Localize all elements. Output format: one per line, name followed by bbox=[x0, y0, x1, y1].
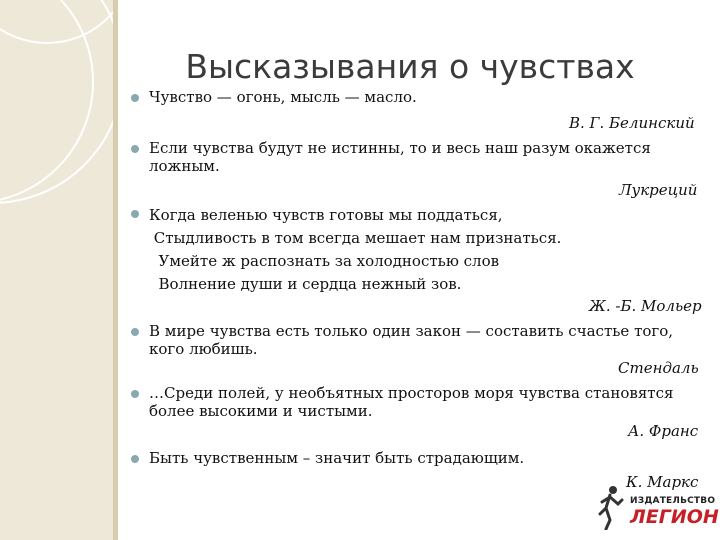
quote-line: более высокими и чистыми. bbox=[149, 402, 373, 420]
bullet-icon bbox=[131, 145, 139, 153]
quote-text bbox=[149, 139, 699, 175]
quote-line: ложным. bbox=[149, 157, 220, 175]
quote-text bbox=[149, 384, 699, 420]
quote-line: В мире чувства есть только один закон — составить счастье того, bbox=[149, 322, 674, 340]
publisher-logo bbox=[596, 484, 719, 532]
decorative-side-panel bbox=[0, 0, 113, 540]
quote-text bbox=[149, 322, 699, 358]
quote-line: Волнение души и сердца нежный зов. bbox=[149, 275, 462, 293]
publisher-label: ИЗДАТЕЛЬСТВО bbox=[630, 496, 716, 506]
bullet-icon bbox=[131, 390, 139, 398]
quote-line: Чувство — огонь, мысль — масло. bbox=[149, 88, 417, 106]
bullet-icon bbox=[131, 94, 139, 102]
bullet-icon bbox=[131, 210, 139, 218]
quote-line: Когда веленью чувств готовы мы поддаться, bbox=[149, 206, 503, 224]
quote-line: Стыдливость в том всегда мешает нам признаться. bbox=[149, 229, 562, 247]
quote-line: Если чувства будут не истинны, то и весь наш разум окажется bbox=[149, 139, 651, 157]
slide-title: Высказывания о чувствах bbox=[185, 47, 635, 87]
quote-text bbox=[149, 88, 699, 106]
quote-line: кого любишь. bbox=[149, 340, 258, 358]
quote-line: Быть чувственным – значит быть страдающим. bbox=[149, 449, 525, 467]
runner-figure-icon bbox=[596, 484, 626, 530]
bullet-icon bbox=[131, 328, 139, 336]
quote-line: Умейте ж распознать за холодностью слов bbox=[149, 252, 500, 270]
quote-text bbox=[149, 204, 699, 296]
bullet-icon bbox=[131, 455, 139, 463]
quote-line: …Среди полей, у необъятных просторов моря чувства становятся bbox=[149, 384, 674, 402]
panel-divider bbox=[113, 0, 118, 540]
publisher-name: ЛЕГИОН bbox=[630, 506, 719, 528]
quote-text bbox=[149, 449, 699, 467]
